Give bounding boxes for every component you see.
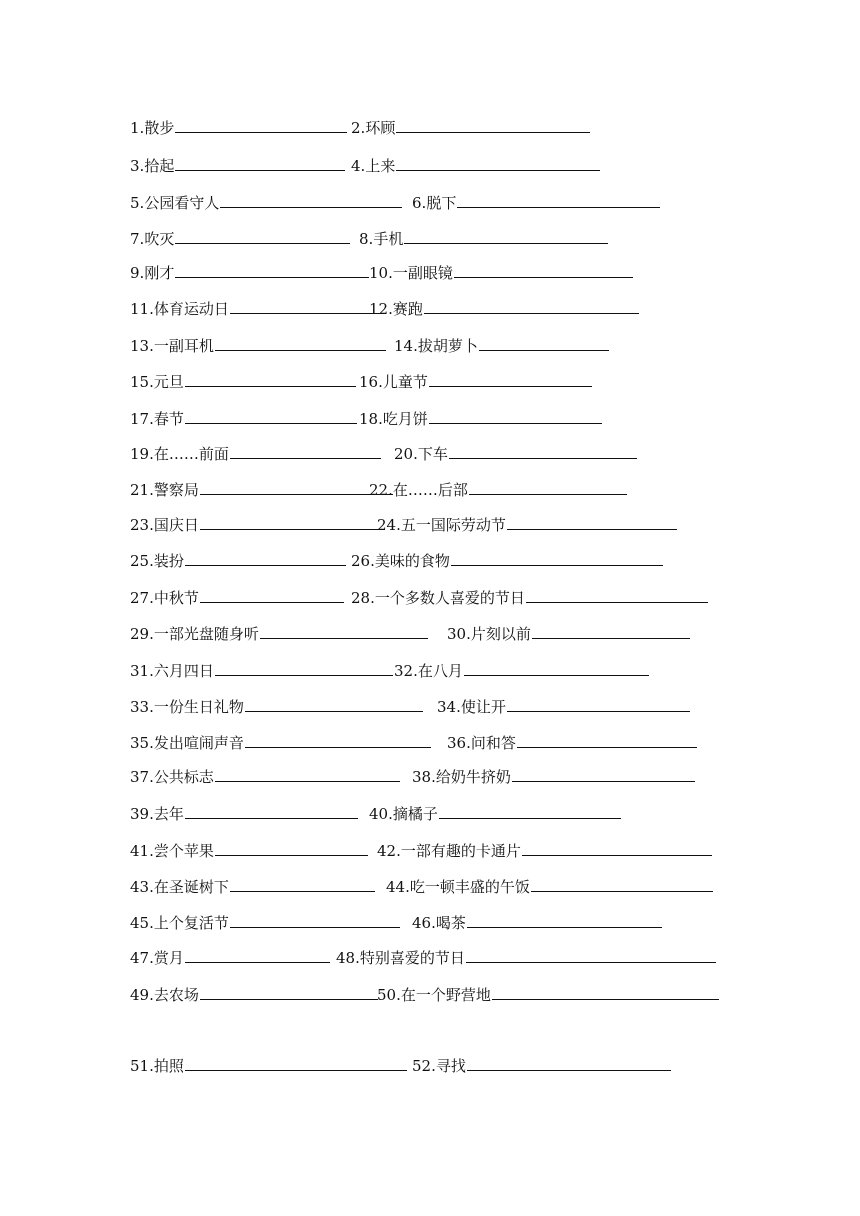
item-term: 给奶牛挤奶 — [435, 768, 511, 786]
answer-blank[interactable] — [185, 948, 330, 963]
vocab-item — [412, 913, 662, 937]
item-term: 吃一顿丰盛的午饭 — [409, 878, 530, 896]
item-term: 六月四日 — [153, 662, 214, 680]
answer-blank[interactable] — [245, 733, 431, 748]
item-term: 上来 — [365, 157, 396, 175]
item-term: 在圣诞树下 — [153, 878, 229, 896]
answer-blank[interactable] — [185, 372, 356, 387]
item-number: 23. — [130, 516, 154, 534]
item-term: 五一国际劳动节 — [400, 516, 506, 534]
answer-blank[interactable] — [396, 156, 600, 171]
answer-blank[interactable] — [429, 372, 592, 387]
item-number: 10. — [369, 264, 393, 282]
vocab-item — [412, 767, 695, 791]
item-number: 39. — [130, 805, 154, 823]
item-term: 尝个苹果 — [153, 842, 214, 860]
item-number: 9. — [130, 264, 145, 282]
answer-blank[interactable] — [522, 841, 712, 856]
item-number: 45. — [130, 914, 154, 932]
worksheet-row — [0, 804, 860, 834]
item-number: 37. — [130, 768, 154, 786]
vocab-item — [130, 551, 346, 575]
answer-blank[interactable] — [185, 804, 358, 819]
item-term: 一份生日礼物 — [153, 698, 244, 716]
item-number: 6. — [412, 194, 427, 212]
item-term: 一部光盘随身听 — [153, 625, 259, 643]
worksheet-row — [0, 409, 860, 439]
item-term: 拍照 — [153, 1057, 184, 1075]
item-term: 警察局 — [153, 481, 199, 499]
vocab-item — [130, 804, 358, 828]
answer-blank[interactable] — [230, 444, 381, 459]
item-term: 春节 — [153, 410, 184, 428]
vocab-item — [351, 156, 600, 180]
vocab-item — [394, 336, 609, 360]
worksheet-row — [0, 372, 860, 402]
vocab-item — [130, 624, 428, 648]
answer-blank[interactable] — [449, 444, 637, 459]
item-number: 38. — [412, 768, 436, 786]
answer-blank[interactable] — [175, 263, 369, 278]
answer-blank[interactable] — [185, 551, 346, 566]
item-number: 42. — [377, 842, 401, 860]
vocab-item — [394, 444, 637, 468]
worksheet-row — [0, 118, 860, 148]
vocab-item — [130, 444, 381, 468]
worksheet-row — [0, 229, 860, 259]
item-number: 11. — [130, 300, 154, 318]
vocab-item — [130, 913, 400, 937]
item-term: 美味的食物 — [374, 552, 450, 570]
item-number: 29. — [130, 625, 154, 643]
item-term: 元旦 — [153, 373, 184, 391]
item-number: 14. — [394, 337, 418, 355]
vocab-item — [447, 733, 697, 757]
item-term: 使让开 — [460, 698, 506, 716]
answer-blank[interactable] — [220, 193, 402, 208]
vocab-item — [130, 229, 350, 253]
worksheet-row — [0, 624, 860, 654]
vocab-item — [130, 877, 375, 901]
item-number: 7. — [130, 230, 145, 248]
answer-blank[interactable] — [479, 336, 609, 351]
vocab-item — [412, 193, 660, 217]
item-number: 8. — [359, 230, 374, 248]
answer-blank[interactable] — [429, 409, 602, 424]
answer-blank[interactable] — [526, 588, 708, 603]
answer-blank[interactable] — [467, 1056, 671, 1071]
item-number: 15. — [130, 373, 154, 391]
item-term: 装扮 — [153, 552, 184, 570]
worksheet-row — [0, 841, 860, 871]
answer-blank[interactable] — [175, 118, 347, 133]
answer-blank[interactable] — [230, 877, 375, 892]
answer-blank[interactable] — [531, 877, 713, 892]
item-term: 问和答 — [470, 734, 516, 752]
answer-blank[interactable] — [200, 985, 378, 1000]
item-number: 5. — [130, 194, 145, 212]
answer-blank[interactable] — [200, 480, 393, 495]
worksheet-row — [0, 588, 860, 618]
vocab-item — [369, 299, 639, 323]
item-number: 17. — [130, 410, 154, 428]
item-term: 寻找 — [435, 1057, 466, 1075]
item-number: 19. — [130, 445, 154, 463]
worksheet-row — [0, 156, 860, 186]
item-term: 在……前面 — [153, 445, 229, 463]
answer-blank[interactable] — [245, 697, 423, 712]
vocab-item — [369, 480, 627, 504]
item-term: 去农场 — [153, 986, 199, 1004]
answer-blank[interactable] — [439, 804, 621, 819]
answer-blank[interactable] — [215, 767, 400, 782]
item-term: 一部有趣的卡通片 — [400, 842, 521, 860]
worksheet-row — [0, 480, 860, 510]
vocab-item — [351, 118, 590, 142]
answer-blank[interactable] — [215, 841, 368, 856]
item-number: 32. — [394, 662, 418, 680]
item-number: 50. — [377, 986, 401, 1004]
vocab-item — [130, 733, 431, 757]
vocab-item — [130, 661, 393, 685]
vocab-item — [130, 193, 402, 217]
vocab-item — [130, 948, 330, 972]
item-number: 1. — [130, 119, 145, 137]
vocab-item — [377, 985, 719, 1009]
item-number: 48. — [336, 949, 360, 967]
answer-blank[interactable] — [185, 1056, 407, 1071]
worksheet-row — [0, 1056, 860, 1086]
item-term: 公共标志 — [153, 768, 214, 786]
item-number: 47. — [130, 949, 154, 967]
item-term: 拔胡萝卜 — [417, 337, 478, 355]
answer-blank[interactable] — [451, 551, 663, 566]
vocab-item — [394, 661, 649, 685]
answer-blank[interactable] — [464, 661, 649, 676]
item-term: 一副耳机 — [153, 337, 214, 355]
worksheet-row — [0, 877, 860, 907]
item-number: 41. — [130, 842, 154, 860]
item-number: 36. — [447, 734, 471, 752]
item-term: 儿童节 — [382, 373, 428, 391]
item-number: 40. — [369, 805, 393, 823]
vocab-item — [377, 841, 712, 865]
vocab-item — [130, 336, 386, 360]
item-number: 3. — [130, 157, 145, 175]
vocab-item — [359, 372, 592, 396]
vocab-item — [437, 697, 690, 721]
vocab-item — [130, 156, 345, 180]
answer-blank[interactable] — [260, 624, 428, 639]
vocab-item — [386, 877, 713, 901]
vocab-item — [130, 1056, 407, 1080]
item-number: 49. — [130, 986, 154, 1004]
worksheet-row — [0, 299, 860, 329]
worksheet-row — [0, 551, 860, 581]
answer-blank[interactable] — [404, 229, 608, 244]
item-term: 特别喜爱的节日 — [359, 949, 465, 967]
vocab-item — [130, 299, 381, 323]
item-number: 33. — [130, 698, 154, 716]
vocab-item — [130, 985, 378, 1009]
item-term: 吃月饼 — [382, 410, 428, 428]
item-number: 31. — [130, 662, 154, 680]
vocab-item — [359, 409, 602, 433]
answer-blank[interactable] — [517, 733, 697, 748]
vocab-item — [130, 372, 356, 396]
item-number: 2. — [351, 119, 366, 137]
answer-blank[interactable] — [200, 515, 382, 530]
item-term: 公园看守人 — [144, 194, 220, 212]
answer-blank[interactable] — [507, 697, 690, 712]
answer-blank[interactable] — [200, 588, 344, 603]
answer-blank[interactable] — [457, 193, 660, 208]
item-term: 摘橘子 — [392, 805, 438, 823]
item-number: 28. — [351, 589, 375, 607]
answer-blank[interactable] — [492, 985, 719, 1000]
item-number: 16. — [359, 373, 383, 391]
vocab-item — [377, 515, 677, 539]
vocab-item — [130, 697, 423, 721]
item-term: 国庆日 — [153, 516, 199, 534]
answer-blank[interactable] — [215, 336, 386, 351]
answer-blank[interactable] — [532, 624, 690, 639]
worksheet-row — [0, 767, 860, 797]
vocab-item — [369, 804, 621, 828]
item-number: 13. — [130, 337, 154, 355]
worksheet-row — [0, 948, 860, 978]
worksheet-row — [0, 733, 860, 763]
vocab-item — [130, 480, 393, 504]
item-number: 35. — [130, 734, 154, 752]
item-number: 43. — [130, 878, 154, 896]
vocab-item — [130, 841, 368, 865]
item-number: 52. — [412, 1057, 436, 1075]
worksheet-row — [0, 913, 860, 943]
worksheet-row — [0, 336, 860, 366]
item-term: 赛跑 — [392, 300, 423, 318]
answer-blank[interactable] — [215, 661, 393, 676]
item-term: 在……后部 — [392, 481, 468, 499]
item-number: 27. — [130, 589, 154, 607]
item-number: 24. — [377, 516, 401, 534]
answer-blank[interactable] — [396, 118, 590, 133]
vocab-item — [130, 767, 400, 791]
item-number: 30. — [447, 625, 471, 643]
item-term: 吹灭 — [144, 230, 175, 248]
item-term: 中秋节 — [153, 589, 199, 607]
answer-blank[interactable] — [424, 299, 639, 314]
vocab-item — [130, 588, 344, 612]
answer-blank[interactable] — [466, 948, 716, 963]
item-term: 拾起 — [144, 157, 175, 175]
item-term: 喝茶 — [435, 914, 466, 932]
item-term: 散步 — [144, 119, 175, 137]
answer-blank[interactable] — [469, 480, 627, 495]
item-number: 20. — [394, 445, 418, 463]
item-term: 赏月 — [153, 949, 184, 967]
answer-blank[interactable] — [507, 515, 677, 530]
vocab-item — [412, 1056, 671, 1080]
item-term: 在一个野营地 — [400, 986, 491, 1004]
item-number: 51. — [130, 1057, 154, 1075]
answer-blank[interactable] — [230, 913, 400, 928]
item-term: 脱下 — [426, 194, 457, 212]
vocab-item — [336, 948, 716, 972]
vocab-item — [351, 588, 708, 612]
item-term: 上个复活节 — [153, 914, 229, 932]
item-term: 在八月 — [417, 662, 463, 680]
item-number: 26. — [351, 552, 375, 570]
worksheet-row — [0, 661, 860, 691]
vocab-item — [351, 551, 663, 575]
item-term: 刚才 — [144, 264, 175, 282]
worksheet-row — [0, 444, 860, 474]
item-term: 发出喧闹声音 — [153, 734, 244, 752]
item-term: 一个多数人喜爱的节日 — [374, 589, 525, 607]
vocab-item — [130, 263, 369, 287]
vocab-item — [130, 515, 382, 539]
item-number: 25. — [130, 552, 154, 570]
item-number: 18. — [359, 410, 383, 428]
item-term: 手机 — [373, 230, 404, 248]
item-term: 下车 — [417, 445, 448, 463]
vocab-item — [447, 624, 690, 648]
item-term: 片刻以前 — [470, 625, 531, 643]
item-number: 21. — [130, 481, 154, 499]
worksheet-row — [0, 263, 860, 293]
worksheet-row — [0, 697, 860, 727]
item-term: 体育运动日 — [153, 300, 229, 318]
vocab-item — [130, 118, 347, 142]
vocab-item — [130, 409, 357, 433]
worksheet-row — [0, 515, 860, 545]
item-number: 22. — [369, 481, 393, 499]
worksheet-row — [0, 985, 860, 1015]
answer-blank[interactable] — [467, 913, 662, 928]
vocab-item — [369, 263, 633, 287]
vocab-item — [359, 229, 608, 253]
answer-blank[interactable] — [175, 156, 345, 171]
item-number: 46. — [412, 914, 436, 932]
item-number: 44. — [386, 878, 410, 896]
answer-blank[interactable] — [454, 263, 633, 278]
item-term: 去年 — [153, 805, 184, 823]
answer-blank[interactable] — [175, 229, 350, 244]
worksheet-row — [0, 193, 860, 223]
answer-blank[interactable] — [185, 409, 357, 424]
item-number: 4. — [351, 157, 366, 175]
item-number: 34. — [437, 698, 461, 716]
item-term: 一副眼镜 — [392, 264, 453, 282]
answer-blank[interactable] — [230, 299, 381, 314]
item-number: 12. — [369, 300, 393, 318]
answer-blank[interactable] — [512, 767, 695, 782]
item-term: 环顾 — [365, 119, 396, 137]
